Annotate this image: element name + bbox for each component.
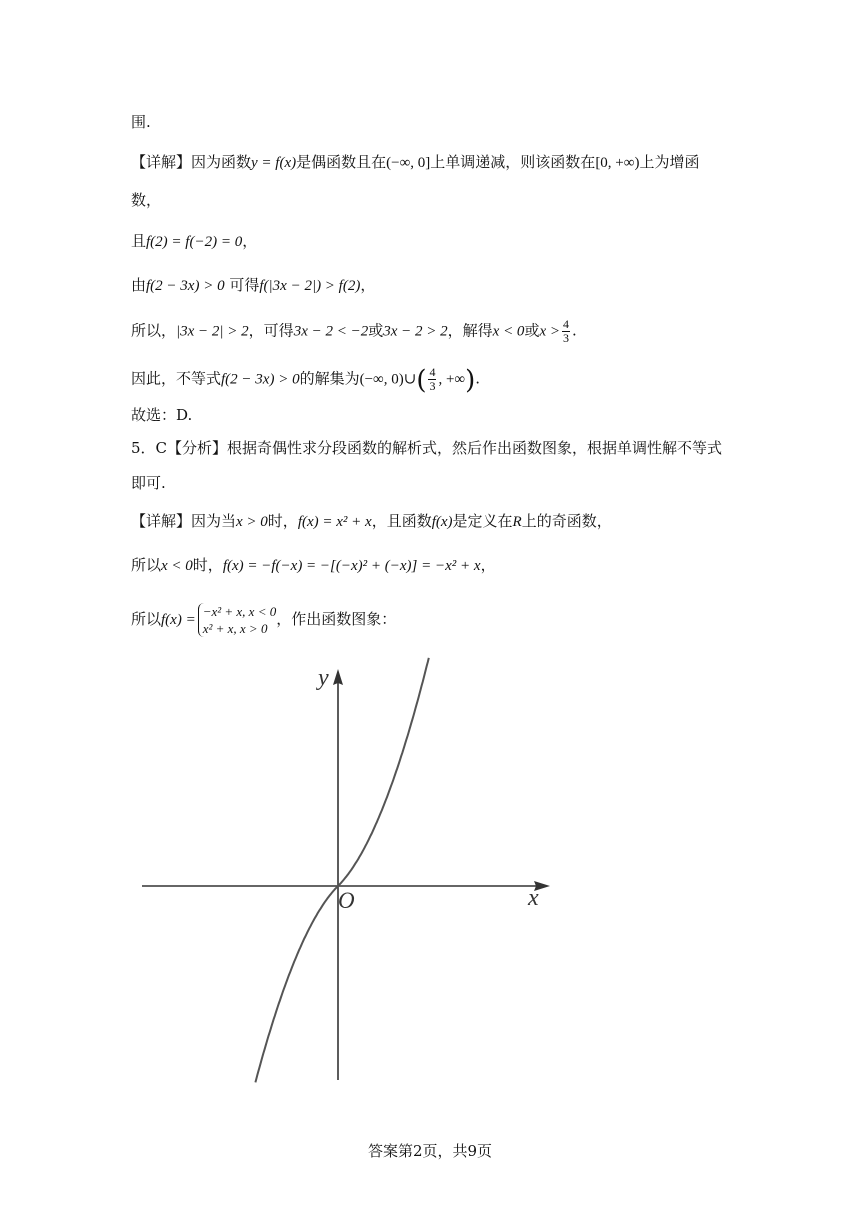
text-line: 且f(2) = f(−2) = 0， [131,232,258,250]
text-line: 所以f(x) = −x² + x, x < 0 x² + x, x > 0 ，作出函数图象： [131,604,397,636]
text-line: 由f(2 − 3x) > 0 可得f(|3x − 2|) > f(2)， [131,276,376,294]
text-line: 所以，|3x − 2| > 2，可得3x − 2 < −2或3x − 2 > 2，解得x < 0或x > $\frac{4}{3}$ . [131,317,577,345]
fraction: $\frac{4}{3}$ [429,365,436,393]
origin-label: O [338,888,355,913]
piecewise-cases: −x² + x, x < 0 x² + x, x > 0 [198,603,277,637]
text-line: 【详解】因为当x > 0时，f(x) = x² + x，且函数f(x)是定义在R上的奇函数， [131,512,612,530]
x-axis-label: x [528,885,539,911]
y-axis-label: y [318,665,329,691]
page-footer: 答案第2页，共9页 [367,1142,493,1160]
text-line: 5．C【分析】根据奇偶性求分段函数的解析式，然后作出函数图象，根据单调性解不等式 [131,439,723,457]
text-line: 所以x < 0时，f(x) = −f(−x) = −[(−x)² + (−x)] = −x² + x， [131,556,496,574]
text-line: 【详解】因为函数y = f(x)是偶函数且在(−∞, 0]上单调递减，则该函数在[0, +∞)上为增函 [131,153,700,171]
text-line: 数， [131,191,162,209]
function-curve [255,658,428,1083]
fraction: $\frac{4}{3}$ [562,317,569,345]
text-line: 故选：D. [131,406,193,424]
text-line: 因此，不等式f(2 − 3x) > 0的解集为(−∞, 0)∪( $\frac{4}{3}$ , +∞). [131,365,481,396]
text-line: 围. [131,113,151,131]
text-line: 即可. [131,474,166,492]
y-axis-arrow [333,669,343,685]
function-graph [130,655,560,1085]
